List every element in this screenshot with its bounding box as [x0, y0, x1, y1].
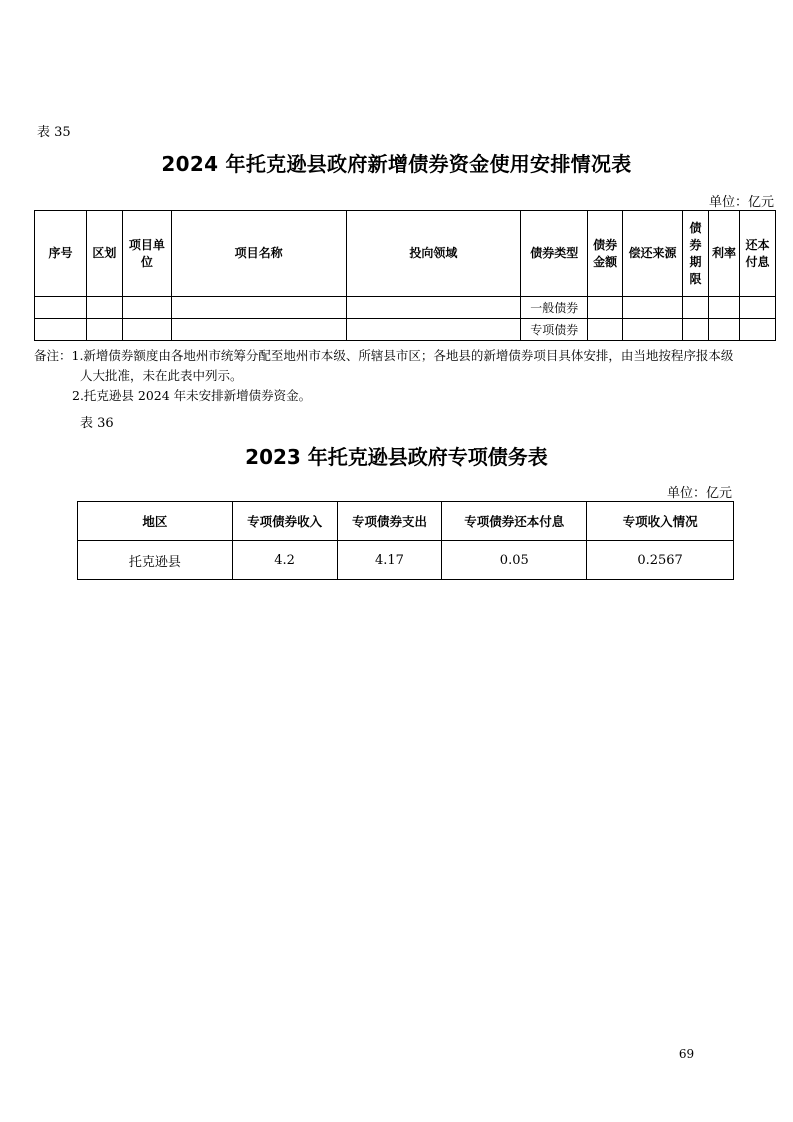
- cell-empty: [588, 297, 623, 319]
- cell-empty: [35, 297, 87, 319]
- header-bond-term-line4: 限: [689, 271, 702, 286]
- header-region: 区划: [86, 211, 122, 297]
- page-number-wrap: [0, 1047, 793, 1061]
- header-bond-term-line3: 期: [689, 254, 702, 269]
- table36-header-row: [78, 502, 734, 541]
- table35-row: [35, 297, 776, 319]
- header-seq: 序号: [35, 211, 87, 297]
- cell-special-income: 0.2567: [587, 541, 734, 580]
- cell-empty: [171, 297, 346, 319]
- header-bond-term: [683, 211, 709, 297]
- table36: [77, 501, 734, 580]
- cell-empty: [122, 297, 171, 319]
- header-project-unit: [122, 211, 171, 297]
- cell-empty: [623, 297, 683, 319]
- cell-empty: [739, 319, 775, 341]
- table35-header-row: [35, 211, 776, 297]
- cell-bond-type: 一般债券: [521, 297, 588, 319]
- header-bond-term-line1: 债: [689, 220, 702, 235]
- header-rate: 利率: [708, 211, 739, 297]
- cell-empty: [346, 297, 521, 319]
- table35-row: [35, 319, 776, 341]
- table36-unit: 单位：亿元: [666, 486, 732, 501]
- table36-row: [78, 541, 734, 580]
- cell-empty: [588, 319, 623, 341]
- cell-region: 托克逊县: [78, 541, 233, 580]
- header-region: 地区: [78, 502, 233, 541]
- cell-bond-type: 专项债券: [521, 319, 588, 341]
- header-bond-term-line2: 券: [689, 237, 702, 252]
- header-project-name: 项目名称: [171, 211, 346, 297]
- cell-empty: [346, 319, 521, 341]
- table36-label: 表 36: [80, 416, 114, 431]
- cell-empty: [86, 319, 122, 341]
- note-line-2: 人大批准，未在此表中列示。: [80, 368, 243, 383]
- note-line-1: 备注：1.新增债券额度由各地州市统筹分配至地州市本级、所辖县市区；各地县的新增债券项目具体安排，由当地按程序报本级: [34, 348, 734, 363]
- header-bond-type: 债券类型: [521, 211, 588, 297]
- cell-empty: [708, 319, 739, 341]
- header-income: 专项债券收入: [232, 502, 337, 541]
- header-project-unit-line2: 位: [140, 254, 153, 269]
- table35-label: 表 35: [37, 125, 71, 140]
- header-repay: 专项债券还本付息: [442, 502, 587, 541]
- cell-empty: [683, 319, 709, 341]
- table35-notes: [34, 346, 779, 406]
- table35-unit: 单位：亿元: [708, 195, 774, 210]
- cell-expense: 4.17: [337, 541, 442, 580]
- header-bond-amount-line2: 金额: [593, 254, 618, 269]
- header-repay-source: 偿还来源: [623, 211, 683, 297]
- cell-repay: 0.05: [442, 541, 587, 580]
- header-direction: 投向领域: [346, 211, 521, 297]
- cell-empty: [739, 297, 775, 319]
- header-special-income: 专项收入情况: [587, 502, 734, 541]
- header-interest-line1: 还本: [745, 237, 770, 252]
- cell-empty: [86, 297, 122, 319]
- header-project-unit-line1: 项目单: [128, 237, 165, 252]
- cell-empty: [683, 297, 709, 319]
- table36-title: 2023 年托克逊县政府专项债务表: [245, 445, 548, 469]
- page-number: 69: [678, 1047, 695, 1061]
- cell-empty: [122, 319, 171, 341]
- header-interest-line2: 付息: [745, 254, 770, 269]
- table35-title: 2024 年托克逊县政府新增债券资金使用安排情况表: [161, 152, 632, 176]
- cell-income: 4.2: [232, 541, 337, 580]
- header-bond-amount-line1: 债券: [593, 237, 618, 252]
- cell-empty: [623, 319, 683, 341]
- cell-empty: [35, 319, 87, 341]
- table35: [34, 210, 776, 341]
- header-bond-amount: [588, 211, 623, 297]
- header-interest: [739, 211, 775, 297]
- note-line-3: 2.托克逊县 2024 年未安排新增债券资金。: [72, 388, 312, 403]
- cell-empty: [708, 297, 739, 319]
- cell-empty: [171, 319, 346, 341]
- header-expense: 专项债券支出: [337, 502, 442, 541]
